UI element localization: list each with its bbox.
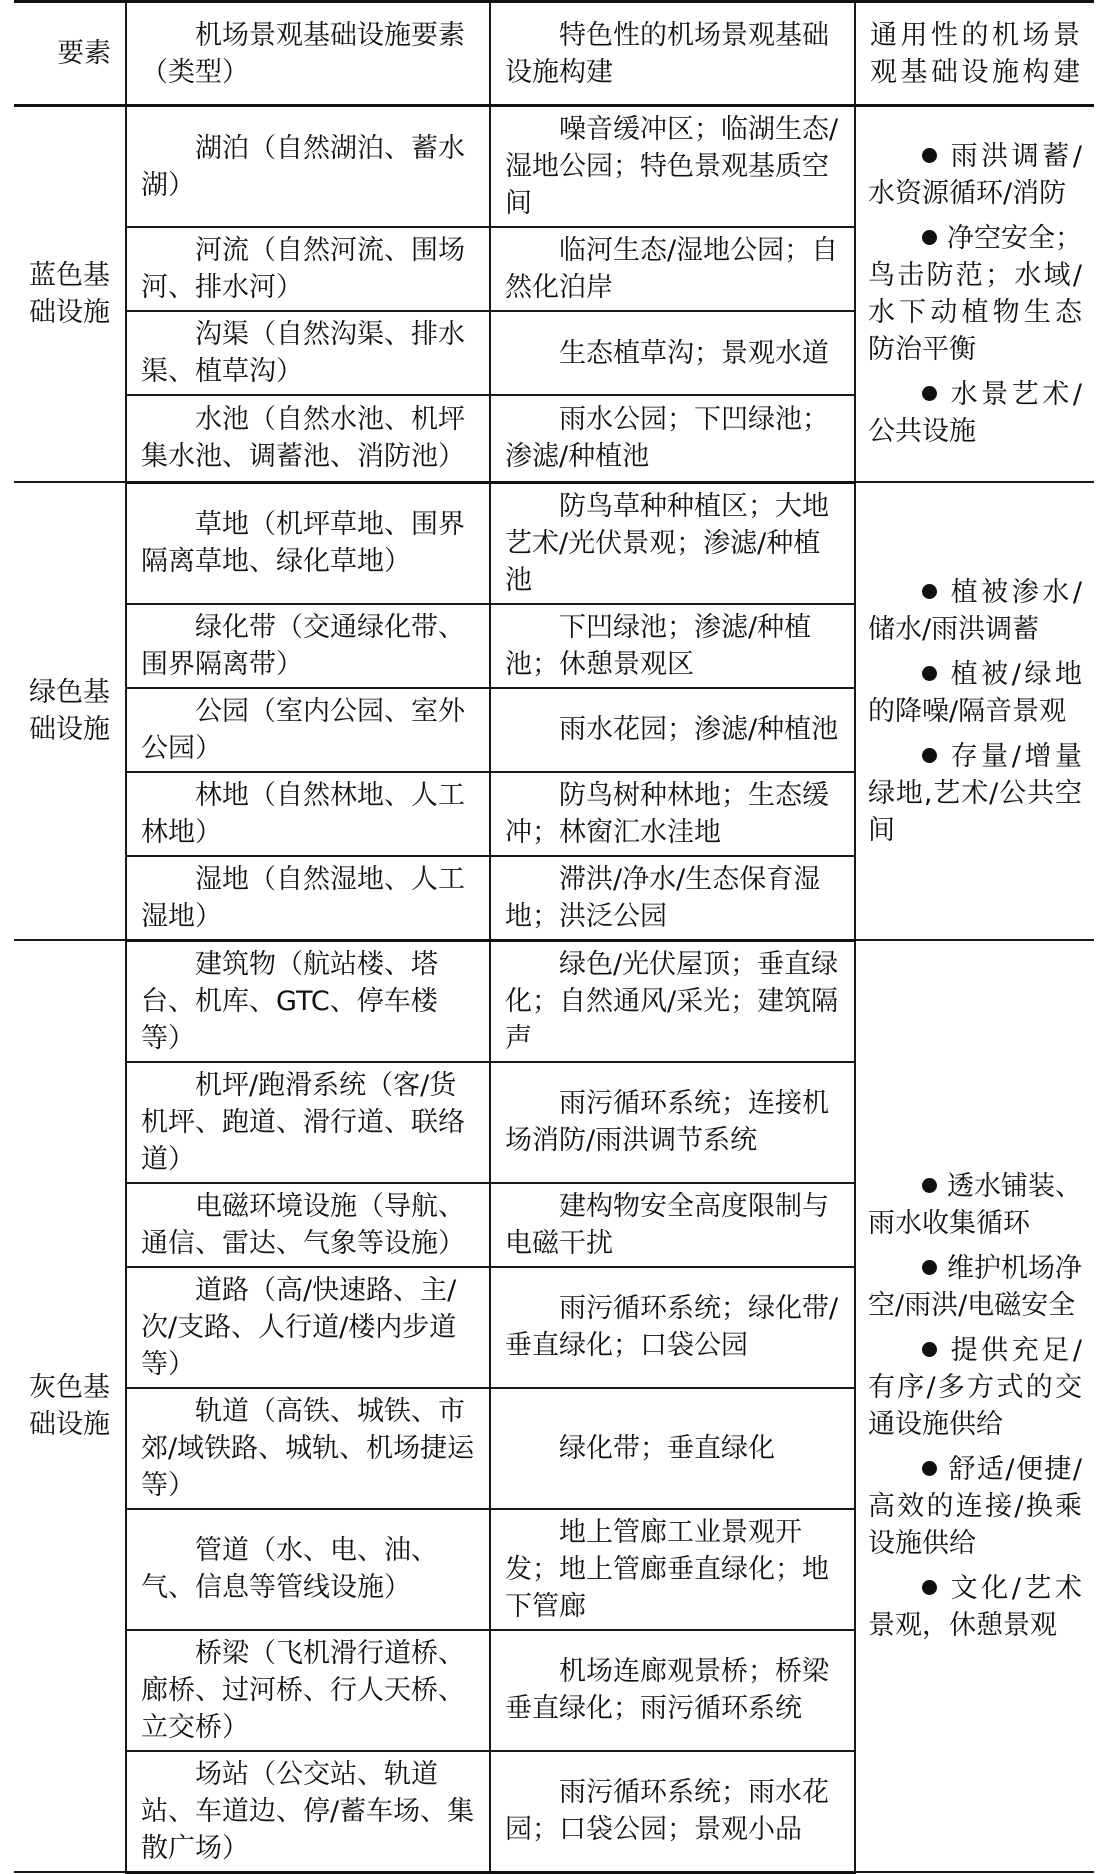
bullet-dot-icon <box>922 1342 937 1357</box>
distinctive-cell: 雨水花园；渗滤/种植池 <box>490 688 855 772</box>
bullet-item <box>868 376 1082 450</box>
header-distinctive: 特色性的机场景观基础设施构建 <box>490 2 855 106</box>
bullet-text: 植被渗水/储水/雨洪调蓄 <box>868 576 1082 645</box>
header-type: 机场景观基础设施要素（类型） <box>126 2 490 106</box>
bullet-dot-icon <box>922 386 937 401</box>
bullet-text: 存量/增量绿地,艺术/公共空间 <box>868 740 1082 846</box>
bullet-item <box>868 738 1082 849</box>
type-cell: 道路（高/快速路、主/次/支路、人行道/楼内步道等） <box>126 1267 490 1388</box>
bullet-text: 水景艺术/公共设施 <box>868 379 1082 447</box>
bullet-item <box>868 220 1082 368</box>
type-cell: 水池（自然水池、机坪集水池、调蓄池、消防池） <box>126 395 490 482</box>
distinctive-cell: 绿色/光伏屋顶；垂直绿化；自然通风/采光；建筑隔声 <box>490 940 855 1062</box>
type-cell: 电磁环境设施（导航、通信、雷达、气象等设施） <box>126 1183 490 1267</box>
type-cell: 草地（机坪草地、围界隔离草地、绿化草地） <box>126 482 490 604</box>
table-body <box>14 106 1094 1873</box>
bullet-item <box>868 1332 1082 1443</box>
bullet-dot-icon <box>922 1461 937 1476</box>
bullet-item <box>868 656 1082 730</box>
bullet-text: 舒适/便捷/高效的连接/换乘设施供给 <box>868 1454 1082 1559</box>
bullet-text: 提供充足/有序/多方式的交通设施供给 <box>868 1335 1082 1440</box>
bullet-dot-icon <box>922 1580 937 1595</box>
distinctive-cell: 下凹绿池；渗滤/种植池；休憩景观区 <box>490 604 855 688</box>
type-cell: 机坪/跑滑系统（客/货机坪、跑道、滑行道、联络道） <box>126 1062 490 1183</box>
bullet-text: 文化/艺术景观，休憩景观 <box>868 1573 1082 1641</box>
type-cell: 绿化带（交通绿化带、围界隔离带） <box>126 604 490 688</box>
distinctive-cell: 雨污循环系统；连接机场消防/雨洪调节系统 <box>490 1062 855 1183</box>
table-row <box>14 940 1094 1062</box>
bullet-dot-icon <box>922 230 937 245</box>
distinctive-cell: 生态植草沟；景观水道 <box>490 311 855 395</box>
bullet-item <box>868 1250 1082 1324</box>
distinctive-cell: 噪音缓冲区；临湖生态/湿地公园；特色景观基质空间 <box>490 106 855 228</box>
bullet-text: 雨洪调蓄/水资源循环/消防 <box>868 141 1082 209</box>
type-cell: 桥梁（飞机滑行道桥、廊桥、过河桥、行人天桥、立交桥） <box>126 1630 490 1751</box>
distinctive-cell: 机场连廊观景桥；桥梁垂直绿化；雨污循环系统 <box>490 1630 855 1751</box>
category-cell: 蓝色基础设施 <box>14 106 126 483</box>
bullet-dot-icon <box>922 748 937 763</box>
airport-landscape-infrastructure-table <box>14 0 1094 1874</box>
bullet-dot-icon <box>922 148 937 163</box>
type-cell: 林地（自然林地、人工林地） <box>126 772 490 856</box>
bullet-item <box>868 1451 1082 1562</box>
bullet-text: 净空安全；鸟击防范；水域/水下动植物生态防治平衡 <box>868 223 1082 365</box>
distinctive-cell: 防鸟树种林地；生态缓冲；林窗汇水洼地 <box>490 772 855 856</box>
category-cell: 绿色基础设施 <box>14 482 126 940</box>
table-row <box>14 482 1094 604</box>
type-cell: 管道（水、电、油、气、信息等管线设施） <box>126 1509 490 1630</box>
type-cell: 沟渠（自然沟渠、排水渠、植草沟） <box>126 311 490 395</box>
distinctive-cell: 滞洪/净水/生态保育湿地；洪泛公园 <box>490 856 855 941</box>
type-cell: 公园（室内公园、室外公园） <box>126 688 490 772</box>
type-cell: 轨道（高铁、城铁、市郊/域铁路、城轨、机场捷运等） <box>126 1388 490 1509</box>
general-cell <box>855 106 1094 483</box>
general-cell <box>855 482 1094 940</box>
table-header <box>14 2 1094 106</box>
bullet-item <box>868 1570 1082 1644</box>
distinctive-cell: 雨水公园；下凹绿池；渗滤/种植池 <box>490 395 855 482</box>
distinctive-cell: 临河生态/湿地公园；自然化泊岸 <box>490 227 855 311</box>
distinctive-cell: 雨污循环系统；雨水花园；口袋公园；景观小品 <box>490 1751 855 1873</box>
bullet-text: 维护机场净空/雨洪/电磁安全 <box>868 1253 1082 1321</box>
bullet-item <box>868 574 1082 648</box>
bullet-text: 透水铺装、雨水收集循环 <box>868 1171 1082 1239</box>
bullet-dot-icon <box>922 584 937 599</box>
category-cell: 灰色基础设施 <box>14 940 126 1872</box>
distinctive-cell: 建构物安全高度限制与电磁干扰 <box>490 1183 855 1267</box>
bullet-text: 植被/绿地的降噪/隔音景观 <box>868 658 1082 727</box>
header-element: 要素 <box>14 2 126 106</box>
distinctive-cell: 绿化带；垂直绿化 <box>490 1388 855 1509</box>
type-cell: 场站（公交站、轨道站、车道边、停/蓄车场、集散广场） <box>126 1751 490 1873</box>
table-row <box>14 106 1094 228</box>
bullet-item <box>868 138 1082 212</box>
bullet-dot-icon <box>922 666 937 681</box>
type-cell: 湖泊（自然湖泊、蓄水湖） <box>126 106 490 228</box>
bullet-dot-icon <box>922 1178 937 1193</box>
infrastructure-table-page <box>14 0 1094 1874</box>
type-cell: 湿地（自然湿地、人工湿地） <box>126 856 490 941</box>
bullet-item <box>868 1168 1082 1242</box>
distinctive-cell: 雨污循环系统；绿化带/垂直绿化；口袋公园 <box>490 1267 855 1388</box>
distinctive-cell: 地上管廊工业景观开发；地上管廊垂直绿化；地下管廊 <box>490 1509 855 1630</box>
bullet-dot-icon <box>922 1260 937 1275</box>
type-cell: 河流（自然河流、围场河、排水河） <box>126 227 490 311</box>
type-cell: 建筑物（航站楼、塔台、机库、GTC、停车楼等） <box>126 940 490 1062</box>
distinctive-cell: 防鸟草种种植区；大地艺术/光伏景观；渗滤/种植池 <box>490 482 855 604</box>
header-general: 通用性的机场景观基础设施构建 <box>855 2 1094 106</box>
general-cell <box>855 940 1094 1872</box>
